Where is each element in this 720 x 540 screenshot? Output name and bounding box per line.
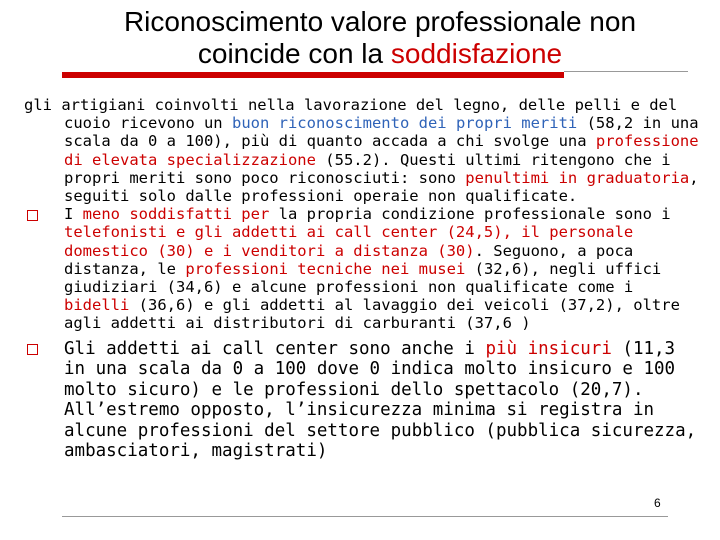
title-underline-grey (564, 71, 688, 72)
highlight-run: bidelli (64, 296, 130, 315)
text-run: (58,2 in una scala da 0 a 100), più di quanto accada a chi svolge una (64, 114, 699, 151)
title-line-1: Riconoscimento valore professionale non (123, 6, 637, 37)
text-run: (11,3 in una scala da 0 a 100 dove 0 indica molto insicuro e 100 molto sicuro) e le professioni dello spettacolo (20,7). All’estremo opposto, l’insicurezza minima si registra in alcune professioni del settore pubblico (pubblica sicurezza, ambasciatori, magistrati) (64, 338, 697, 462)
hollow-square-bullet-icon (27, 210, 38, 221)
slide-title (40, 6, 720, 70)
title-highlight: soddisfazione (390, 38, 563, 69)
highlight-run: più insicuri (485, 338, 612, 359)
text-run: Gli addetti ai call center sono anche i (64, 338, 486, 359)
hollow-square-bullet-icon (27, 344, 38, 355)
text-run: (55.2). Questi ultimi ritengono che i propri meriti sono poco riconosciuti: sono (64, 150, 671, 187)
page-number: 6 (654, 496, 661, 510)
highlight-run: professioni tecniche nei musei (185, 259, 466, 278)
highlight-run: penultimi in graduatoria (465, 168, 690, 187)
title-underline-red (62, 72, 564, 78)
text-run: gli artigiani coinvolti nella lavorazione del legno, delle pelli e del cuoio ricevono un (24, 96, 678, 133)
text-run: (32,6), negli uffici giudiziari (34,6) e alcune professioni non qualificate come i (64, 259, 662, 297)
text-run: la propria condizione professionale sono i (269, 205, 671, 224)
footer-rule (62, 516, 668, 517)
highlight-run: professione di elevata specializzazione (64, 132, 699, 169)
text-run: I (64, 205, 83, 224)
title-line-2 (40, 38, 720, 70)
highlight-run: buon riconoscimento dei propri meriti (231, 114, 578, 133)
title-line-2-text: coincide con la (197, 38, 391, 69)
text-run: , seguiti solo dalle professioni operaie non qualificate. (64, 168, 699, 206)
bullet-meno-soddisfatti (24, 205, 700, 332)
slide-body (24, 96, 700, 462)
paragraph-artigiani (24, 96, 700, 205)
highlight-run: meno soddisfatti per (82, 205, 270, 224)
highlight-run: telefonisti e gli addetti ai call center (24,5), il personale domestico (30) e i venditori a distanza (30) (64, 223, 634, 260)
text-run: . Seguono, a poca distanza, le (64, 241, 634, 278)
text-run: (36,6) e gli addetti al lavaggio dei veicoli (37,2), oltre agli addetti ai distributori di carburanti (37,6 ) (64, 296, 680, 333)
bullet-call-center (24, 339, 700, 462)
